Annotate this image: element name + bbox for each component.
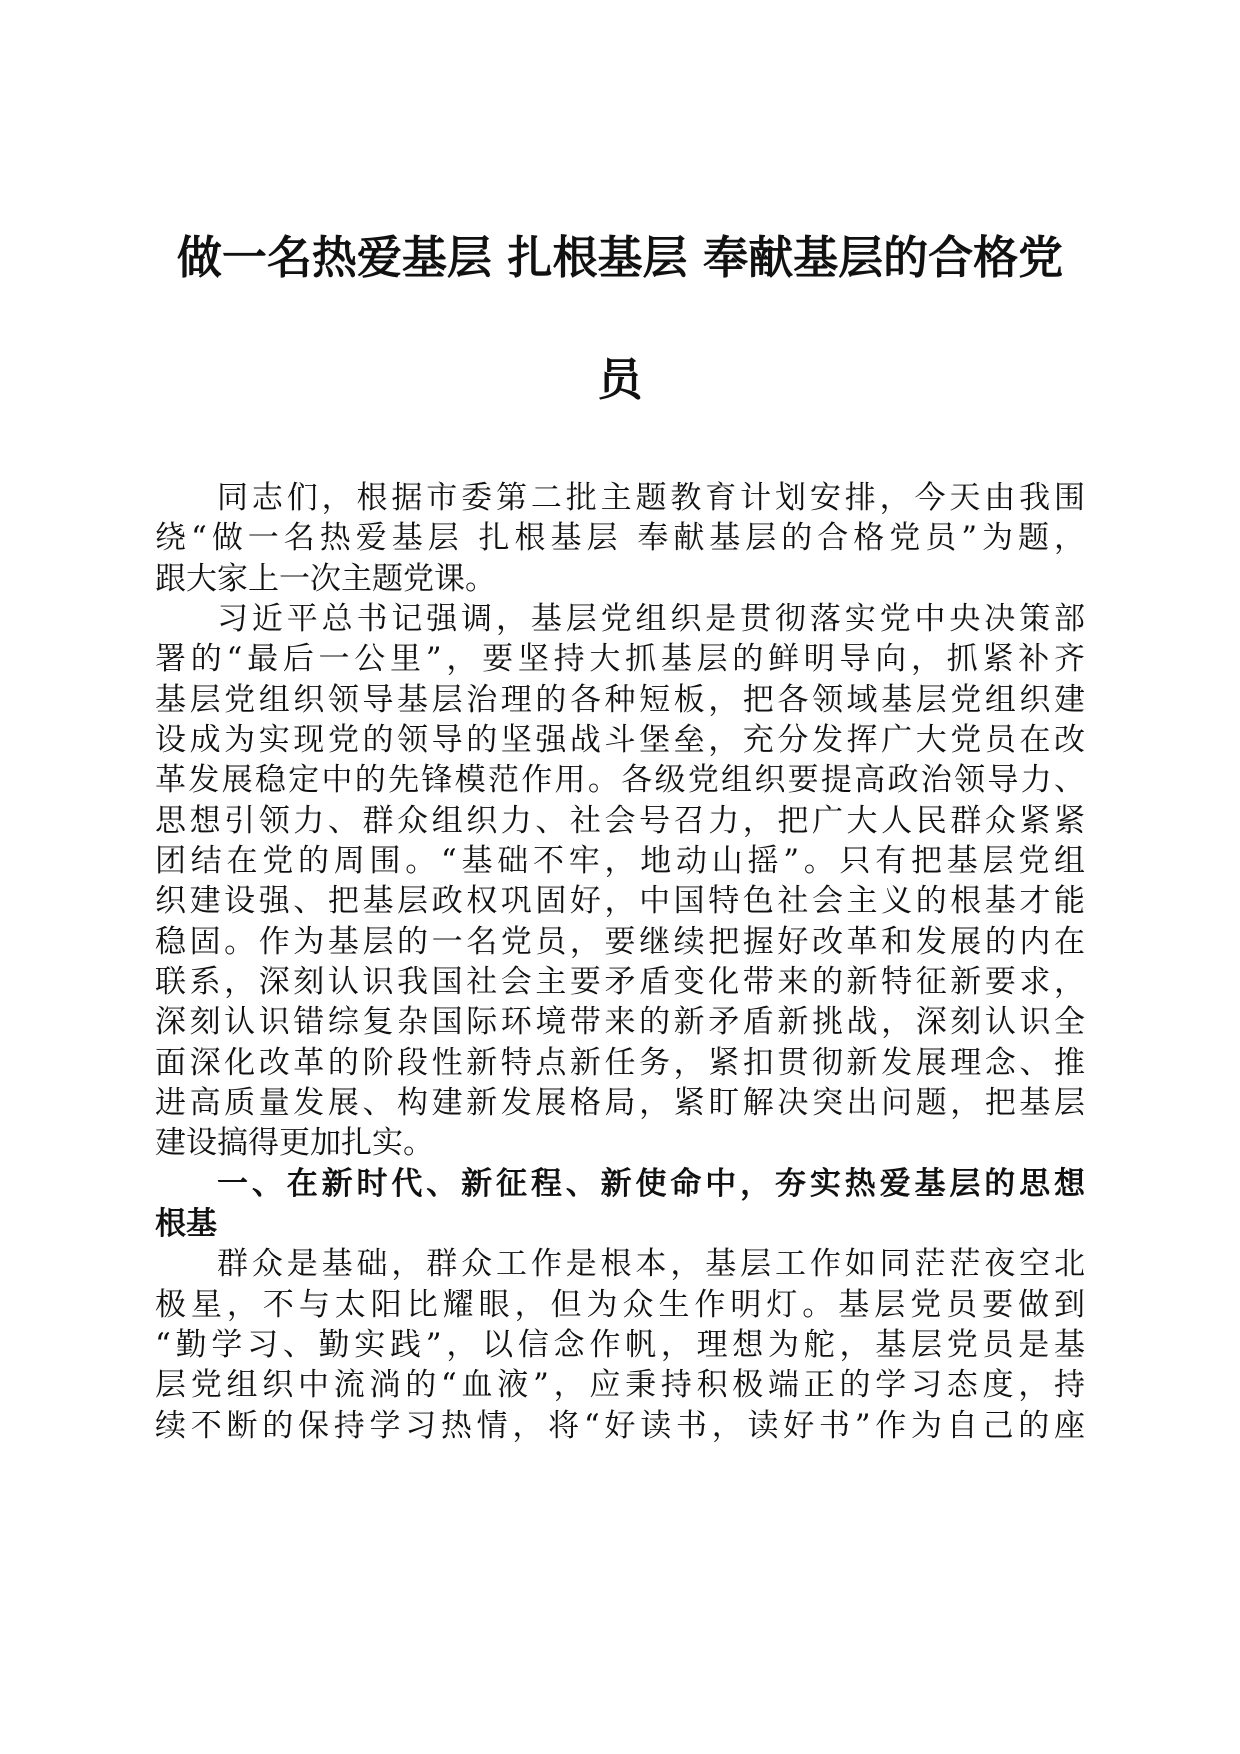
paragraph-line: 联系，深刻认识我国社会主要矛盾变化带来的新特征新要求， [155,963,1085,1000]
section-heading-1 [155,1164,1085,1245]
paragraph-line: 署的“最后一公里”，要坚持大抓基层的鲜明导向，抓紧补齐 [155,641,1085,678]
paragraph-line: 建设搞得更加扎实。 [155,1125,434,1162]
paragraph-masses [155,1244,1085,1446]
paragraph-line: 面深化改革的阶段性新特点新任务，紧扣贯彻新发展理念、推 [155,1044,1085,1081]
paragraph-line: 团结在党的周围。“基础不牢，地动山摇”。只有把基层党组 [155,842,1085,879]
paragraph-line: 进高质量发展、构建新发展格局，紧盯解决突出问题，把基层 [155,1084,1085,1121]
paragraph-line: 思想引领力、群众组织力、社会号召力，把广大人民群众紧紧 [155,802,1085,839]
paragraph-line: 设成为实现党的领导的坚强战斗堡垒，充分发挥广大党员在改 [155,721,1085,758]
paragraph-line: 稳固。作为基层的一名党员，要继续把握好改革和发展的内在 [155,923,1085,960]
paragraph-xi-quote [155,599,1085,1164]
document-title: 做一名热爱基层 扎根基层 奉献基层的合格党 [176,231,1064,284]
paragraph-line: “勤学习、勤实践”，以信念作帆，理想为舵，基层党员是基 [155,1326,1085,1363]
paragraph-line: 续不断的保持学习热情，将“好读书，读好书”作为自己的座 [155,1407,1085,1444]
heading-line: 一、在新时代、新征程、新使命中，夯实热爱基层的思想 [217,1165,1085,1202]
document-body [155,478,1085,1446]
paragraph-line: 同志们，根据市委第二批主题教育计划安排，今天由我围 [217,480,1085,516]
paragraph-line: 基层党组织领导基层治理的各种短板，把各领域基层党组织建 [155,681,1085,718]
paragraph-line: 层党组织中流淌的“血液”，应秉持积极端正的学习态度，持 [155,1367,1085,1404]
paragraph-line: 革发展稳定中的先锋模范作用。各级党组织要提高政治领导力、 [155,762,1085,799]
paragraph-line: 跟大家上一次主题党课。 [155,560,496,597]
paragraph-opening [155,478,1085,599]
paragraph-line: 绕“做一名热爱基层 扎根基层 奉献基层的合格党员”为题， [155,520,1085,557]
paragraph-line: 习近平总书记强调，基层党组织是贯彻落实党中央决策部 [217,600,1085,637]
paragraph-line: 群众是基础，群众工作是根本，基层工作如同茫茫夜空北 [217,1246,1085,1283]
paragraph-line: 织建设强、把基层政权巩固好，中国特色社会主义的根基才能 [155,883,1085,920]
paragraph-line: 深刻认识错综复杂国际环境带来的新矛盾新挑战，深刻认识全 [155,1004,1085,1041]
heading-line: 根基 [155,1205,217,1242]
document-title-continued: 员 [597,353,643,406]
paragraph-line: 极星，不与太阳比耀眼，但为众生作明灯。基层党员要做到 [155,1286,1085,1323]
